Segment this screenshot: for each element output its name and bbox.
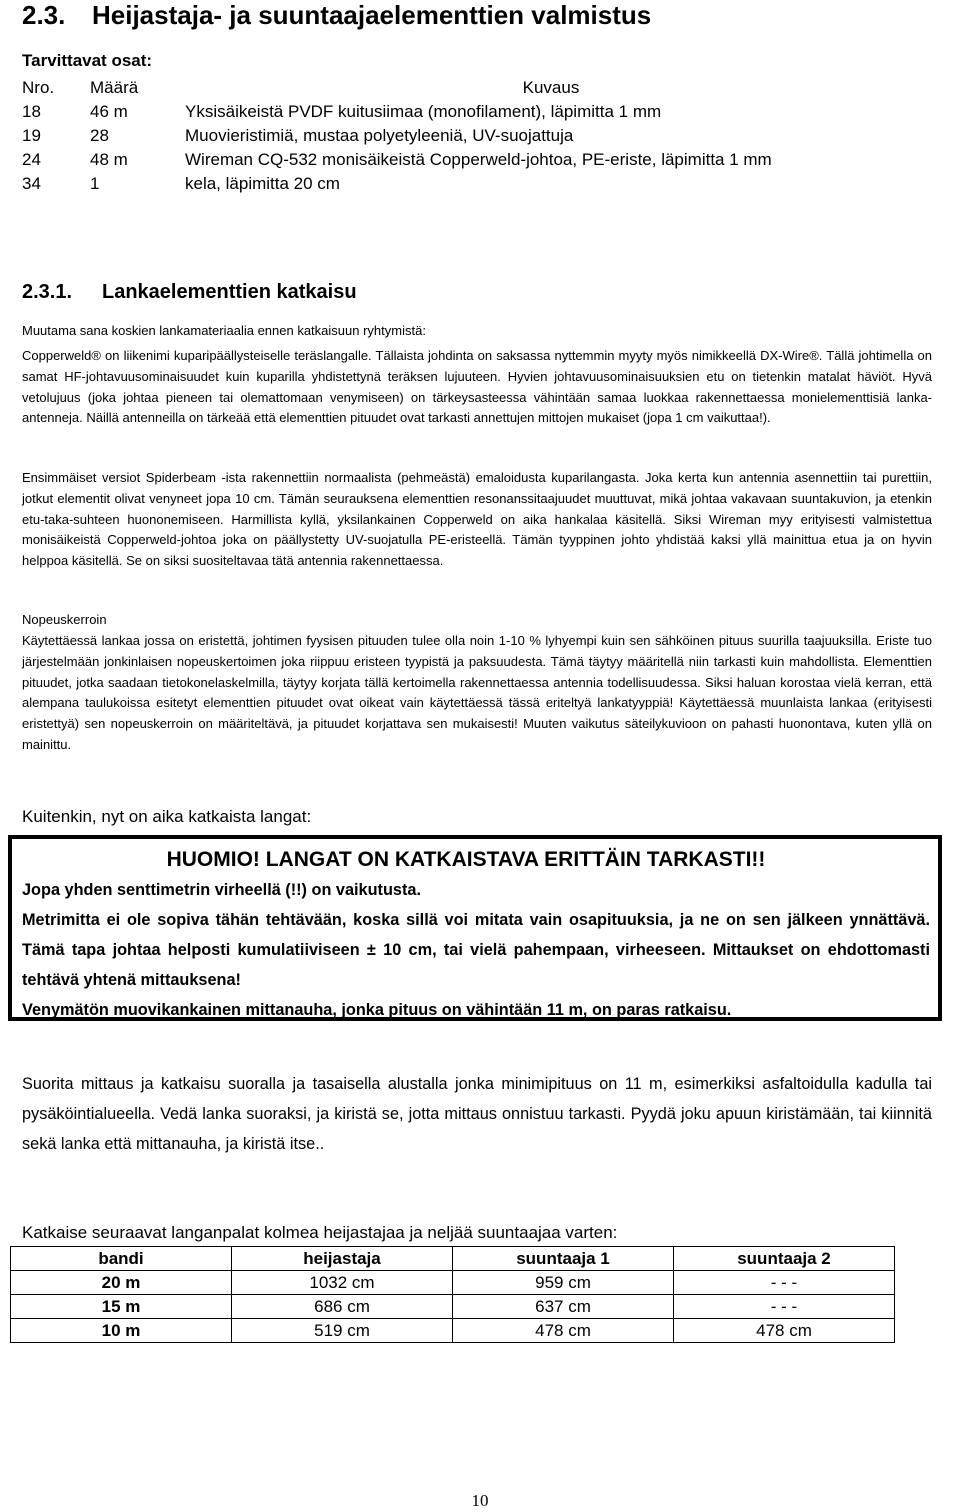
parts-label: Tarvittavat osat: — [22, 51, 153, 70]
parts-header-row — [22, 76, 896, 100]
warning-line: Jopa yhden senttimetrin virheellä (!!) on vaikutusta. — [22, 881, 421, 899]
parts-cell-nro: 24 — [22, 150, 41, 169]
lengths-cell-director-1: 478 cm — [453, 1319, 674, 1343]
table-row — [22, 172, 896, 196]
warning-line: Venymätön muovikankainen mittanauha, jonka pituus on vähintään 11 m, on paras ratkaisu. — [22, 1001, 732, 1019]
table-row — [22, 124, 896, 148]
instructions-paragraph: Suorita mittaus ja katkaisu suoralla ja tasaisella alustalla jonka minimipituus on 11 m, esimerkiksi asfaltoidulla kadulla tai pysäköintialueella. Vedä lanka suoraksi, ja kiristä se, jotta mittaus onnistuu tarkasti. Pyydä joku apuun kiristämään, tai kiinnitä sekä lanka että mittanauha, ja kiristä itse.. — [22, 1075, 932, 1153]
lengths-cell-director-2: - - - — [674, 1295, 895, 1319]
parts-header-kuvaus: Kuvaus — [522, 78, 580, 97]
parts-cell-kuvaus: Wireman CQ-532 monisäikeistä Copperweld-johtoa, PE-eriste, läpimitta 1 mm — [185, 150, 772, 169]
parts-header-maara: Määrä — [90, 78, 139, 97]
parts-cell-kuvaus: kela, läpimitta 20 cm — [185, 174, 340, 193]
parts-header-nro: Nro. — [22, 78, 55, 97]
parts-cell-maara: 48 m — [90, 150, 128, 169]
parts-cell-maara: 28 — [90, 126, 109, 145]
parts-table — [22, 76, 896, 196]
lengths-header-row — [11, 1247, 895, 1271]
lengths-cell-reflector: 519 cm — [232, 1319, 453, 1343]
intro-paragraph: Muutama sana koskien lankamateriaalia ennen katkaisuun ryhtymistä: — [22, 323, 426, 338]
subsection-number: 2.3.1. — [22, 281, 73, 303]
lengths-header-band: bandi — [11, 1247, 232, 1271]
lengths-header-director-1: suuntaaja 1 — [453, 1247, 674, 1271]
section-number: 2.3. — [22, 0, 66, 30]
velocity-paragraph: Käytettäessä lankaa jossa on eristettä, johtimen fyysisen pituuden tulee olla noin 1-10 % lyhyempi kuin sen sähköinen pituus suurilla taajuuksilla. Eriste tuo järjestelmään jonkinlaisen nopeuskertoimen joka riippuu eristeen tyypistä ja paksuudesta. Tämä täytyy määritellä niin tarkasti kuin mahdollista. Elementtien pituudet, jotka saadaan tietokonelaskelmilla, täytyy korjata tällä kertoimella rakennettaessa antennia todellisuudessa. Siksi haluan korostaa vielä kerran, että alempana taulukoissa esitetyt elementtien pituudet ovat oikeat vain käytettäessä tässä eriteltyä lankatyyppiä! Käytettäessä muunlaista lankaa (erityisesti eristettyä) sen nopeuskerroin on määriteltävä, ja pituudet korjattava sen mukaisesti! Muuten vaikutus säteilykuvioon on pahasti huonontava, kuten yllä on mainittu. — [22, 633, 932, 752]
table-row — [11, 1295, 895, 1319]
warning-title: HUOMIO! LANGAT ON KATKAISTAVA ERITTÄIN TARKASTI!! — [166, 848, 766, 871]
lengths-cell-director-1: 959 cm — [453, 1271, 674, 1295]
table-row — [11, 1271, 895, 1295]
parts-cell-maara: 46 m — [90, 102, 128, 121]
lengths-cell-band: 15 m — [11, 1295, 232, 1319]
velocity-heading: Nopeuskerroin — [22, 612, 107, 627]
parts-cell-maara: 1 — [90, 174, 100, 193]
parts-cell-nro: 19 — [22, 126, 41, 145]
subsection-title: Lankaelementtien katkaisu — [102, 281, 357, 303]
lengths-cell-band: 20 m — [11, 1271, 232, 1295]
copperweld-paragraph: Copperweld® on liikenimi kuparipäällysteiselle teräslangalle. Tällaista johdinta on saksassa nyttemmin myyty myös nimikkeellä DX-Wire®. Tällä johtimella on samat HF-johtavuusominaisuudet kuin kuparilla yhdistettynä teräksen lujuuteen. Hyvien johtavuusominaisuuksien etu on tietenkin matalat häviöt. Hyvä vetolujuus (joka johtaa pieneen tai olemattomaan venymiseen) on tärkeysasteessa vähintään samaa luokkaa rakennettaessa monielementtisiä lanka-antenneja. Näillä antenneilla on tärkeää että elementtien pituudet ovat tarkasti annettujen mittojen mukaiset (jopa 1 cm vaikuttaa!). — [22, 348, 932, 426]
lengths-cell-director-2: 478 cm — [674, 1319, 895, 1343]
subsection-heading — [22, 280, 357, 304]
cut-intro: Kuitenkin, nyt on aika katkaista langat: — [22, 807, 312, 826]
lengths-cell-reflector: 686 cm — [232, 1295, 453, 1319]
lengths-cell-director-2: - - - — [674, 1271, 895, 1295]
parts-cell-kuvaus: Yksisäikeistä PVDF kuitusiimaa (monofilament), läpimitta 1 mm — [185, 102, 662, 121]
lengths-cell-director-1: 637 cm — [453, 1295, 674, 1319]
warning-box — [8, 835, 942, 1021]
first-versions-paragraph: Ensimmäiset versiot Spiderbeam -ista rakennettiin normaalista (pehmeästä) emaloidusta kuparilangasta. Joka kerta kun antennia asennettiin tai purettiin, jotkut elementit olivat venyneet jopa 10 cm. Tämän seurauksena elementtien resonanssitaajuudet muuttuvat, mikä johtaa vakavaan suuntakuvion, ja etenkin etu-taka-suhteen huononemiseen. Harmillista kyllä, yksilankainen Copperweld on aika hankalaa käsitellä. Siksi Wireman myy erityisesti valmistettua monisäikeistä Copperweld-johtoa joka on päällystetty UV-suojatulla PE-eristeellä. Tämän tyyppinen johto yhdistää kaksi yllä mainittua etua ja on hyvin helppoa käsitellä. Se on siksi suositeltavaa tätä antennia rakennettaessa. — [22, 470, 932, 569]
parts-cell-nro: 34 — [22, 174, 41, 193]
lengths-table — [10, 1246, 895, 1343]
parts-cell-kuvaus: Muovieristimiä, mustaa polyetyleeniä, UV-suojattuja — [185, 126, 574, 145]
table-row — [22, 100, 896, 124]
page-number: 10 — [471, 1491, 489, 1510]
section-heading — [22, 0, 651, 30]
table-row — [11, 1319, 895, 1343]
warning-line: Metrimitta ei ole sopiva tähän tehtävään, koska sillä voi mitata vain osapituuksia, ja ne on sen jälkeen ynnättävä. Tämä tapa johtaa helposti kumulatiiviseen ± 10 cm, tai vielä pahempaan, virheeseen. Mittaukset on ehdottomasti tehtävä yhtenä mittauksena! — [22, 911, 930, 989]
table-row — [22, 148, 896, 172]
section-title: Heijastaja- ja suuntaajaelementtien valmistus — [92, 0, 652, 30]
lengths-cell-band: 10 m — [11, 1319, 232, 1343]
lengths-cell-reflector: 1032 cm — [232, 1271, 453, 1295]
lengths-header-reflector: heijastaja — [232, 1247, 453, 1271]
lengths-header-director-2: suuntaaja 2 — [674, 1247, 895, 1271]
lengths-label: Katkaise seuraavat langanpalat kolmea heijastajaa ja neljää suuntaajaa varten: — [22, 1223, 618, 1242]
parts-cell-nro: 18 — [22, 102, 41, 121]
